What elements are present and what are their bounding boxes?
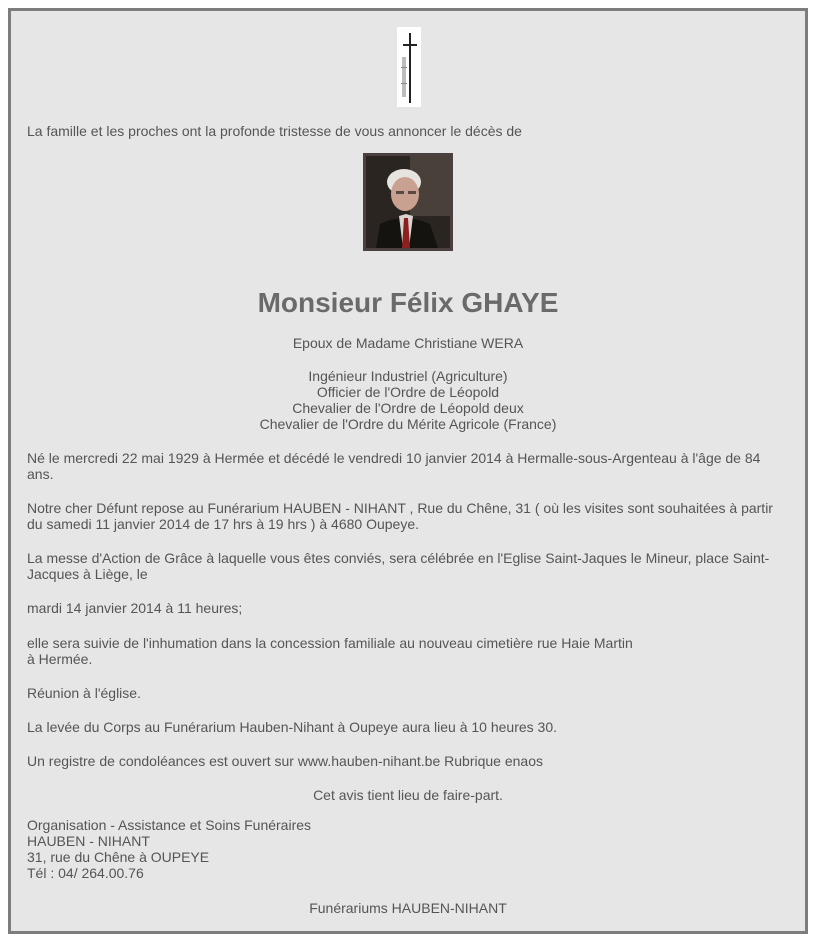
burial-line: elle sera suivie de l'inhumation dans la concession familiale au nouveau cimetière rue Haie Martin xyxy=(27,635,633,651)
footer-signature: Funérariums HAUBEN-NIHANT xyxy=(309,900,507,916)
notice-line: Cet avis tient lieu de faire-part. xyxy=(313,787,503,803)
titles-list xyxy=(27,368,789,432)
portrait-image xyxy=(366,156,450,248)
cross-icon xyxy=(397,27,421,107)
reunion-line: Réunion à l'église. xyxy=(27,685,141,701)
mass-paragraph: La messe d'Action de Grâce à laquelle vous êtes conviés, sera célébrée en l'Eglise Saint-Jaques le Mineur, place Saint-Jacques à Liège, le xyxy=(27,550,770,582)
register-line: Un registre de condoléances est ouvert sur www.hauben-nihant.be Rubrique enaos xyxy=(27,753,543,769)
title-item: Chevalier de l'Ordre de Léopold deux xyxy=(292,400,524,416)
title-item: Chevalier de l'Ordre du Mérite Agricole (France) xyxy=(259,416,557,432)
organisation-line: Organisation - Assistance et Soins Funéraires xyxy=(27,817,312,833)
title-item: Officier de l'Ordre de Léopold xyxy=(316,384,500,400)
intro-text: La famille et les proches ont la profonde tristesse de vous annoncer le décès de xyxy=(27,123,522,139)
cross-image xyxy=(397,27,421,107)
obituary-card xyxy=(8,8,808,934)
organisation-name: HAUBEN - NIHANT xyxy=(27,833,150,849)
spouse-line: Epoux de Madame Christiane WERA xyxy=(292,335,524,351)
portrait-photo xyxy=(363,153,453,251)
organisation-address: 31, rue du Chêne à OUPEYE xyxy=(27,849,210,865)
burial-paragraph xyxy=(27,635,789,667)
organisation-block xyxy=(27,817,789,881)
birth-death-paragraph: Né le mercredi 22 mai 1929 à Hermée et décédé le vendredi 10 janvier 2014 à Hermalle-sous-Argenteau à l'âge de 84 ans. xyxy=(27,450,761,482)
mass-date: mardi 14 janvier 2014 à 11 heures; xyxy=(27,600,243,616)
organisation-phone: Tél : 04/ 264.00.76 xyxy=(27,865,144,881)
title-item: Ingénieur Industriel (Agriculture) xyxy=(308,368,508,384)
repose-paragraph: Notre cher Défunt repose au Funérarium HAUBEN - NIHANT , Rue du Chêne, 31 ( où les visites sont souhaitées à partir du samedi 11 janvier 2014 de 17 hrs à 19 hrs ) à 4680 Oupeye. xyxy=(27,500,773,532)
levee-line: La levée du Corps au Funérarium Hauben-Nihant à Oupeye aura lieu à 10 heures 30. xyxy=(27,719,557,735)
deceased-name: Monsieur Félix GHAYE xyxy=(257,287,559,318)
burial-line: à Hermée. xyxy=(27,651,93,667)
